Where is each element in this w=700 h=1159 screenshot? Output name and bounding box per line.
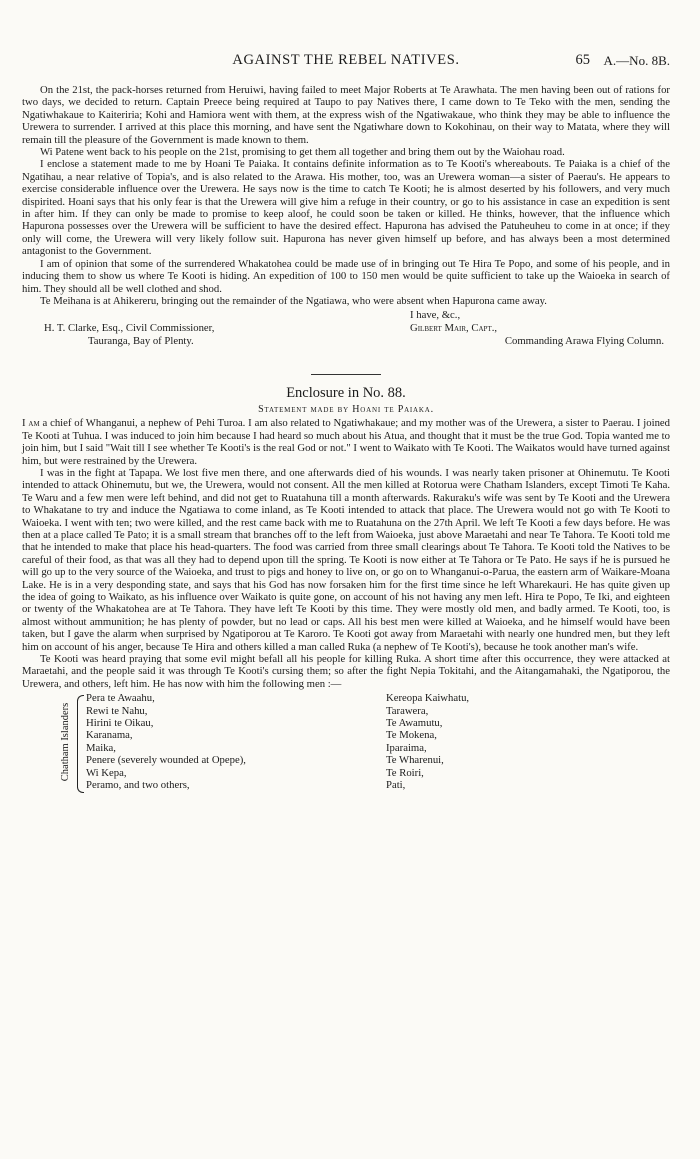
letter-paragraph: Wi Patene went back to his people on the 21st, promising to get them all together and bring them out by the Waiohau road. — [40, 146, 565, 159]
list-item: Te Awamutu, — [386, 717, 443, 730]
enclosure-paragraph: Te Kooti was heard praying that some evil might befall all his people for killing Ruka. A short time after this occurrence, they were attacked at Maraetahi, and the people said it was through Te Kooti's cursing them; so after the fight Nepia Tokitahi, and the Aitangamahaki, the Ngatiporou, the Urewera, and others, left him. He has now with him the following men :— — [22, 653, 670, 690]
list-item: Te Wharenui, — [386, 754, 444, 767]
list-item: Wi Kepa, — [86, 766, 127, 779]
enclosure-subtitle: Statement made by Hoani te Paiaka. — [258, 404, 434, 416]
letter-body — [22, 84, 670, 307]
roster-group-label: Chatham Islanders — [59, 703, 71, 782]
list-item: Te Mokena, — [386, 729, 437, 742]
document-reference: A.—No. 8B. — [603, 53, 670, 68]
list-item: Maika, — [86, 741, 116, 754]
page-header — [22, 52, 670, 84]
letter-paragraph: On the 21st, the pack-horses returned from Heruiwi, having failed to meet Major Roberts at Te Arawhata. The men having been out of rations for two days, we decided to return. Captain Preece being required at Taupo to pay Natives there, I came down to Te Teko with the men, sending the Ngatiwhakaue to Kaiteriria; Kohi and Hamiora went with them, at the express wish of the Ngatiwakaue, who think they may be able to influence the Urewera to surrender. I arrived at this place this morning, and have sent the Ngatiwhare down to Kokohinau, on their way to Matata, where they will remain till the pleasure of the Government is made known to them. — [22, 84, 670, 146]
list-item: Pera te Awaahu, — [86, 692, 155, 705]
enclosure-paragraph — [22, 417, 670, 467]
list-item: Peramo, and two others, — [86, 779, 190, 792]
roster-left-column — [86, 692, 246, 791]
list-item: Tarawera, — [386, 704, 429, 717]
lead-in: I am — [22, 417, 40, 430]
roster-right-column — [386, 692, 469, 791]
letter-paragraph: Te Meihana is at Ahikereru, bringing out the remainder of the Ngatiawa, who were absent when Hapurona came away. — [40, 294, 547, 307]
page-number: 65 — [575, 52, 590, 68]
list-item: Iparaima, — [386, 741, 427, 754]
signature-block — [22, 307, 670, 359]
enclosure-paragraph: I was in the fight at Tapapa. We lost five men there, and one afterwards died of his wounds. I was nearly taken prisoner at Ohinemutu. Te Kooti intended to attack Ohinemutu, but we, the Urewera, would not consent. All the men killed at Rotorua were Chatham Islanders, except Timoti Te Kaha. Te Waru and a few men were left behind, and did not get to Ruatahuna till a month afterwards. Rakuraku's wife was sent by Te Kooti and the Urewera to Whakatane to try and induce the Ngatiawa to come inland, as Te Kooti intended to attack that place. The Urewera would not go with Te Kooti to Waioeka. I went with ten; two were killed, and the rest came back with me to Ruatahuna on the 27th April. We left Te Kooti a few days before. He was then at a place called Te Pato; it is a small stream that branches off to the left from Waioeka, just above Maraetahi and near Te Tahora. Te Kooti told me that he intended to make that place his head-quarters. The food was carried from three small clearings about Te Tahora. Te Kooti told the Natives to be careful of their food, as that was all they had to depend upon till the spring. Te Kooti is now either at Te Tahora or Te Pato. He says if he is pursued he will go up to the very source of the Waioeka, and trust to pigs and honey to live on, or go on to Whanganui-o-Parua, the eastern arm of Waikare-Moana Lake. He is in a very desponding state, and says that his God has now forsaken him for the first time since he left Wharekauri. He has quite given up the idea of going to Waikato, as his influence over Waikato is quite gone, on account of his not having any men left. Hira te Popo, Te Iki, and eighteen or twenty of the Whakatohea are at Te Tahora. They have left Te Kooti by this time. They were mostly old men, and badly armed. Te Kooti, too, is almost without ammunition; he has plenty of powder, but no lead or caps. All his best men were killed at Waioeka, and he himself would have been taken, but I gave the alarm when surprised by Ngatiporou at Te Karoro. Te Kooti got away from Maraetahi with nearly one hundred men, but they left him on account of his anger, because Te Hira and others killed a man called Ruka (a nephew of Te Kooti's), because he took another man's wife. — [22, 466, 670, 653]
addressee-name: H. T. Clarke, Esq., Civil Commissioner, — [44, 322, 215, 335]
roster-brace — [77, 695, 84, 793]
addressee-place: Tauranga, Bay of Plenty. — [88, 335, 194, 348]
list-item: Penere (severely wounded at Opepe), — [86, 754, 246, 767]
enclosure-paragraph-text: a chief of Whanganui, a nephew of Pehi Turoa. I am also related to Ngatiwhakaue; and my mother was of the Urewera, a sister to Paerau. I joined Te Kooti at Tuhua. I was induced to join him because I had heard so much about his Atua, and thought that it must be the true God. Topia wanted me to join him, but I said "Wait till I see whether Te Kooti's is the real God or not." I went to Waikato with Te Kooti. The Waikatos would have turned against him, but were restrained by the Urewera. — [22, 417, 670, 467]
list-item: Karanama, — [86, 729, 133, 742]
letter-paragraph: I enclose a statement made to me by Hoani Te Paiaka. It contains definite information as to Te Kooti's whereabouts. Te Paiaka is a chief of the Ngatihau, a near relative of Topia's, and is also related to the Arawa. His mother, too, was an Urewera woman—a sister of Paerau's. He appears to exercise considerable influence over the Urewera. He says now is the time to catch Te Kooti; he is almost deserted by his followers, and very much dispirited. Hoani says that his only fear is that the Urewera will give him a refuge in their country, or go to his assistance in case an expedition is sent in after him. If they can only be made to promise to keep aloof, he could soon be taken or killed. He thinks, however, that the influence which Hapurona possesses over the Urewera will be sufficient to have the desired effect. Hapurona has advised the Patuheuheu to come in at once; if they only will come, the Urewera will very likely follow suit. Hapurona has never given himself up before, and has always been a most determined antagonist to the Government. — [22, 158, 670, 258]
enclosure-body — [22, 417, 670, 690]
signer-title: Commanding Arawa Flying Column. — [504, 335, 664, 348]
letter-paragraph: I am of opinion that some of the surrendered Whakatohea could be made use of in bringing out Te Hira Te Popo, and some of his people, and in inducing them to show us where Te Kooti is hiding. An expedition of 100 to 150 men would be quite sufficient to take up the Waioeka in search of him. They should all be well clothed and shod. — [22, 257, 670, 295]
followers-roster — [22, 692, 670, 796]
enclosure-title: Enclosure in No. 88. — [286, 385, 406, 402]
running-title: AGAINST THE REBEL NATIVES. — [232, 52, 460, 68]
list-item: Pati, — [386, 779, 406, 792]
list-item: Hirini te Oikau, — [86, 717, 154, 730]
list-item: Rewi te Nahu, — [86, 704, 148, 717]
signer-name: Gilbert Mair, Capt., — [410, 322, 498, 335]
list-item: Te Roiri, — [386, 766, 424, 779]
closing-line: I have, &c., — [410, 309, 461, 322]
section-divider — [311, 374, 381, 375]
list-item: Kereopa Kaiwhatu, — [386, 692, 470, 705]
